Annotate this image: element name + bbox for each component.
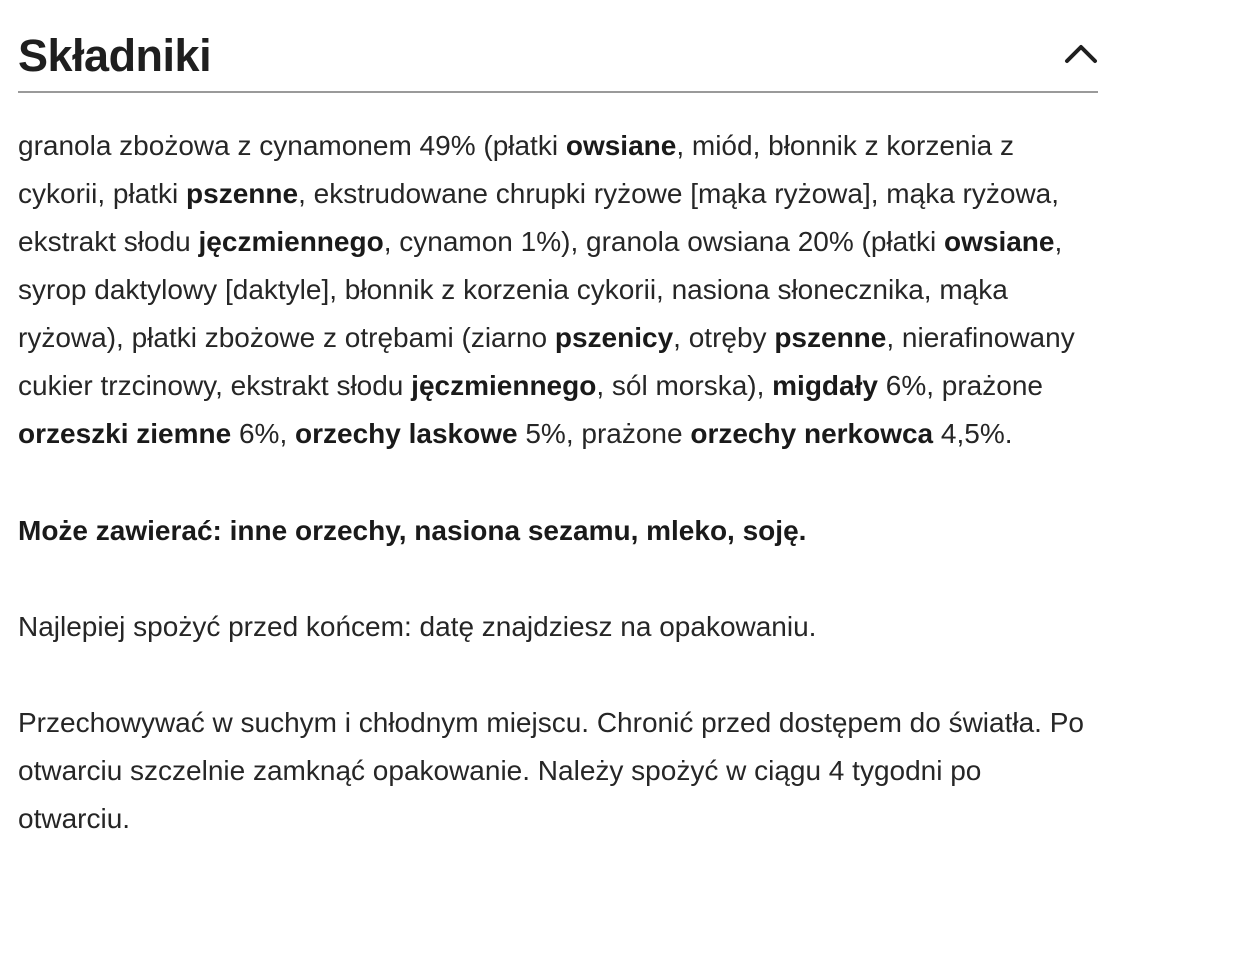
ingredient-text: , syrop daktylowy [daktyle], błonnik z korzenia cykorii, nasiona słonecznika, mąka ryżowa), płatki zbożowe z otrębami (ziarno [18,226,1063,353]
ingredient-text: 6%, prażone [877,370,1043,401]
ingredient-allergen: orzechy laskowe [295,418,518,449]
ingredient-allergen: pszenne [186,178,299,209]
ingredient-allergen: migdały [772,370,878,401]
ingredient-text: 5%, prażone [517,418,691,449]
allergens-bold: Może zawierać: inne orzechy, nasiona sezamu, mleko, soję. [18,515,807,546]
ingredient-text: , otręby [673,322,775,353]
ingredient-text: , sól morska), [596,370,773,401]
ingredients-accordion [18,0,1098,891]
ingredient-allergen: jęczmiennego [411,370,597,401]
ingredient-text: , cynamon 1%), granola owsiana 20% (płatki [383,226,944,257]
best-before-text: Najlepiej spożyć przed końcem: datę znajdziesz na opakowaniu. [18,611,817,642]
allergens-text [18,507,1098,555]
ingredient-allergen: owsiane [944,226,1055,257]
chevron-up-icon[interactable] [1064,38,1098,68]
ingredient-text: , ekstrudowane chrupki ryżowe [mąka ryżowa], mąka ryżowa, ekstrakt słodu [18,178,1060,257]
ingredient-allergen: pszenne [774,322,887,353]
ingredient-allergen: owsiane [565,130,677,161]
ingredient-text: granola zbożowa z cynamonem 49% (płatki [18,130,566,161]
ingredient-allergen: orzeszki ziemne [18,418,232,449]
storage-text: Przechowywać w suchym i chłodnym miejscu. Chronić przed dostępem do światła. Po otwarciu szczelnie zamknąć opakowanie. Należy spożyć w ciągu 4 tygodni po otwarciu. [18,707,1084,834]
ingredient-text: , miód, błonnik z korzenia z cykorii, płatki [18,130,1015,209]
ingredient-allergen: pszenicy [554,322,674,353]
ingredient-text: 6%, [231,418,296,449]
accordion-header[interactable] [18,0,1098,93]
ingredients-list [18,122,1098,458]
section-title: Składniki [18,30,212,81]
ingredient-allergen: jęczmiennego [198,226,384,257]
ingredient-allergen: orzechy nerkowca [690,418,934,449]
ingredient-text: 4,5%. [933,418,1013,449]
ingredient-text: , nierafinowany cukier trzcinowy, ekstrakt słodu [18,322,1075,401]
accordion-content [18,93,1098,843]
